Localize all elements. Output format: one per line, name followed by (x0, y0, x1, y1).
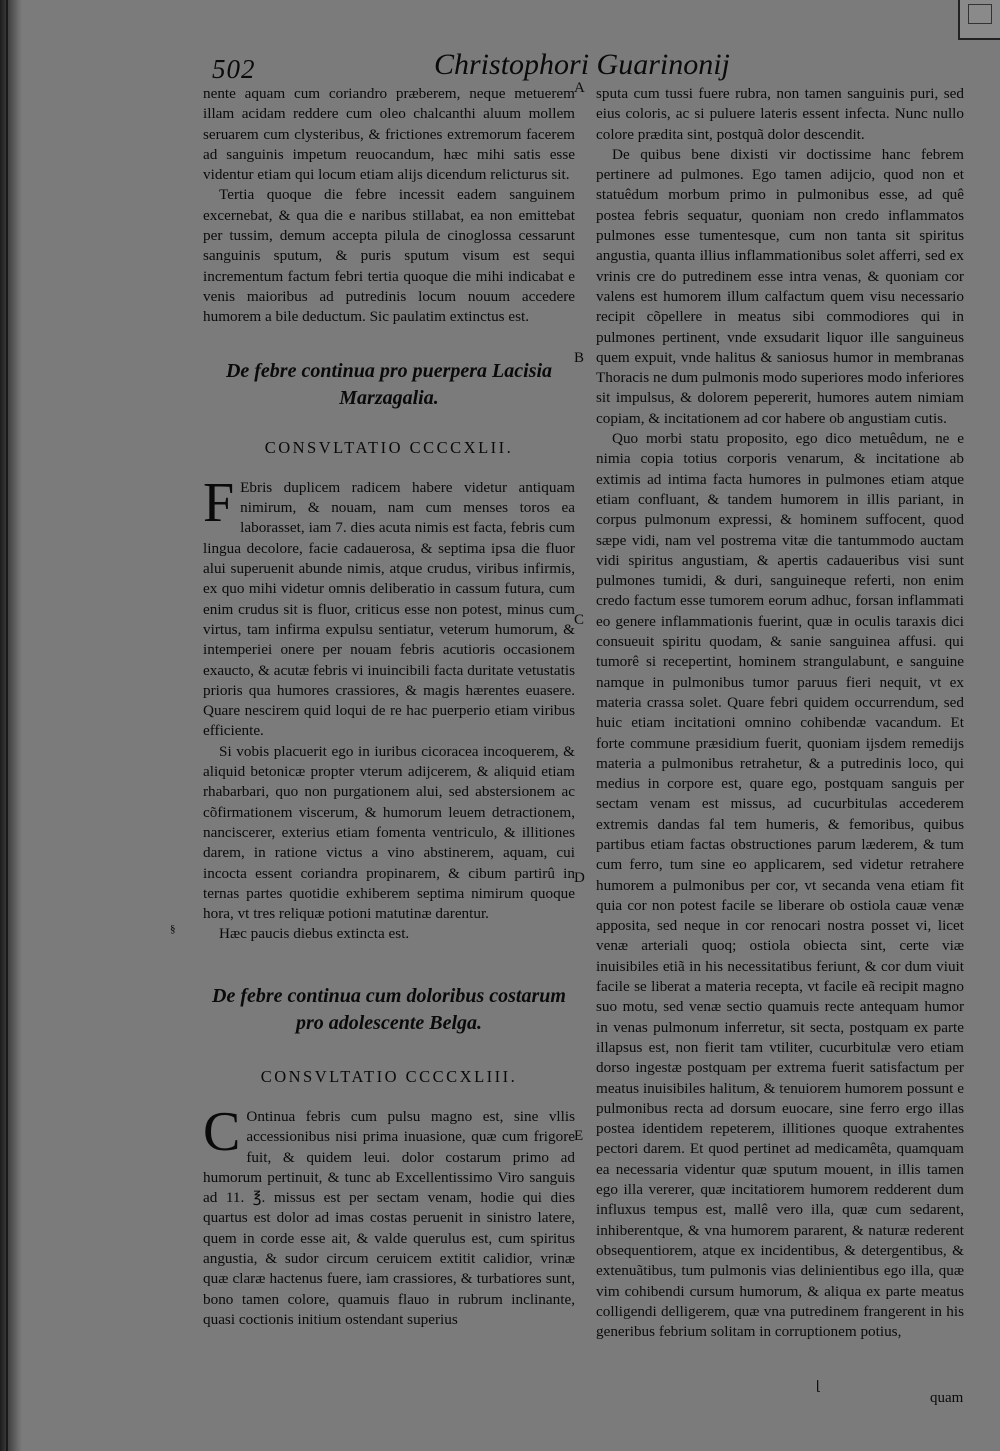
margin-tick: ⌊ (816, 1378, 822, 1393)
case-paragraph: Si vobis placuerit ego in iuribus cicoracea incoquerem, & aliquid betonicæ propter vterum adijcerem, & aliquid etiam rhabarbari, quo non purgationem alui, sed abstersionem ac cõfirmationem viscerum, & humorum leuem detractionem, nanciscerer, exterius etiam fomenta ventriculo, & illitiones darem, in ratione victus a vino abstinerem, aquam, cui incocta essent coriandra propinarem, & cibum partirû in ternas partes quotidie exhiberem septima nimirum quoque hora, vt tres reliquæ potioni matutinæ darentur. (203, 742, 575, 923)
book-binding-edge (0, 0, 22, 1451)
case-title-line: pro adolescente Belga. (295, 1011, 483, 1034)
case-paragraph: Hæc paucis diebus extincta est. (219, 925, 410, 943)
case-title-line: Marzagalia. (339, 386, 439, 409)
right-paragraph: Quo morbi statu proposito, ego dico metuêdum, ne e nimia copia totius corporis venarum, & incitatione ab extimis ad intima facta humores in pulmones etiam atque etiam confluant, & tandem humorem in illis pariant, in corpus pulmonum expressi, & hominem suffocent, quod sæpe vidi, nam vel postrema vitæ die tantummodo auctam vidi spiritus angustiam, & apertis cadaueribus visi sunt pulmones tumidi, & duri, sanguineque referti, non enim credo factum esse tumorem eorum adhuc, forsan inflammati eo genere inflammationis fuerint, quæ in oculis taraxis dici consueuit spiritu quodam, & sanie sanguinea affusi. qui tumorê si recepertint, hominem strangulabunt, e sanguine namque in pulmonibus tumor paruus fieri nequit, vt ex materia crassa solet. Quare febri quidem occurrendum, sed huic etiam incitationi omnino cohibendæ vacandum. Et forte commune præsidium fuerit, quoniam ijsdem remedijs materia a pulmonibus retrahetur, & a putredinis loco, qui medius in corpore est, quare ego, postquam sanguis per sectam venam est missus, ad cucurbitulas accederem extremis dandas fal tem humeris, & femoribus, quibus partibus etiam factas obstructiones parum læderem, & tum cum ferro, tum sine eo applicarem, sed videtur retrahere humorem a pulmonibus per cor, vt secanda vena etiam fit quia cor non potest facile se liberare ob ostiola cauæ venæ apposita, sed neque in cor renocari nostra posset vi, licet venæ arteriali quoq; ostiola obiecta sint, certe viæ inuisibiles etiã in his necessitatibus feriunt, & cor dum viuit facile se liberat a materia recepta, vt facile eã recipit magno suo motu, sed venæ sectio quamuis recte antequam humor in venas pulmonum inferretur, sit secta, postquam ex parte illapsus est, non fierit tam vtiliter, cucurbitulæ vero etiam dorso ingestæ postquam per extrema fuerit satisfactum per meatus inuisibiles halitum, & tenuiorem humorem possunt e pulmonibus recta ad dorsum euocare, sine ferro ergo illas postea identidem repeterem, illitiones quoque extrahentes pectori darem. Et quod pertinet ad medicamêta, quamquam ea necessaria videntur quæ sputum mouent, in illis tamen ego illa vererer, quæ incitatiorem humorem redderent dum influxus tempus est, mallê vero illa, quæ cum sedarent, inhiberentque, & vna humorem pararent, & naturæ rederent obsequentiorem, atque ex incidentibus, & detergentibus, & extenuãtibus, tum pulmonis vias delinientibus ego illa, quæ vim cohibendi cursum humorum, & aliqua ex parte meatus colligendi delligerem, quæ vna putredinem frangerent in his generibus febrium solitam in corruptionem potius, (596, 430, 964, 1341)
case-title-line: De febre continua pro puerpera Lacisia (225, 359, 553, 382)
case-paragraph-text: Ebris duplicem radicem habere videtur antiquam nimirum, & nouam, nam cum menses toros ea laborasset, iam 7. dies acuta nimis est facta, febris cum lingua decolore, facie cadauerosa, & septima ipsa die fluor alui superuenit abunde nimis, atque crudus, viribus infirmis, ex quo mihi videtur omnis deliberatio in cassum futura, cum enim crudus sit is fluor, criticus esse non potest, minus cum virtus, tam infirma expulsu sentiatur, veterum humorum, & intemperiei onere per nouam febris acutioris occasionem exaucto, & acutæ febris vi inuincibili facta duritate vetustatis prioris qua humores crassiores, & magis hærentes euasere. Quare nescirem quid loqui de re hac puerperio etiam viribus efficiente. (203, 478, 575, 740)
case-paragraph (203, 1100, 575, 1330)
case-section-442 (203, 358, 575, 945)
case-paragraph (203, 471, 575, 742)
catchword: quam (930, 1390, 964, 1406)
consultatio-heading: CONSVLTATIO CCCCXLIII. (260, 1066, 518, 1086)
right-paragraph: De quibus bene dixisti vir doctissime hanc febrem pertinere ad pulmones. Ego tamen adijcio, quod non et statuêdum morbum primo in pulmonibus esse, ad quê postea febris sequatur, quoniam non credo inflammatos pulmones esse tumentesque, cum non tanta sit spiritus angustia, quanta illius inflammationibus solet afferri, sed ex vrinis cre do putredinem esse intra venas, & quoniam cor valens est humorem illum calfactum quem visu necessario recipit cõpellere in meatus sibi commodiores qui in pulmones pertinent, vnde exsudarit liquor ille sanguineus quem expuit, vnde halitus & saniosus humor in membranas Thoracis ne dum pulmonis modo superiores modo inferiores sit impulsus, & dolorem pepererit, humores autem nimiam copiam, & incitationem ad cor habere ob angustiam cutis. (596, 145, 964, 427)
margin-letter: D (574, 870, 585, 886)
margin-letter: C (574, 612, 585, 628)
consultatio-heading: CONSVLTATIO CCCCXLII. (264, 437, 514, 457)
right-column (596, 84, 964, 1342)
continuation-paragraph: nente aquam cum coriandro præberem, neque metuerem illam acidam reddere cum oleo chalcanthi aluum mollem seruarem cum clysteribus, & frictiones extremorum facerem ad sanguinis impetum reuocandum, hæc mihi satis esse videntur etiam qui locum etiam alijs dicendum relicturus sit. (203, 85, 575, 184)
margin-letter: B (574, 350, 585, 366)
case-title (203, 983, 575, 1037)
left-column (203, 84, 575, 1330)
drop-cap: C (203, 1100, 241, 1163)
drop-cap: F (203, 471, 235, 534)
author-running-title: Christophori Guarinonij (434, 48, 730, 81)
case-title-line: De febre continua cum doloribus costarum (212, 984, 566, 1007)
case-title (203, 358, 575, 412)
margin-mark: § (170, 923, 176, 935)
right-paragraph: sputa cum tussi fuere rubra, non tamen sanguinis puri, sed eius coloris, ac si puluere lateris essent infecta. Nunc nullo colore prædita sint, postquã dolor descendit. (596, 85, 964, 143)
page-number: 502 (212, 54, 256, 84)
page-corner-mark (958, 0, 1000, 40)
margin-letters (574, 0, 596, 1451)
case-section-443 (203, 983, 575, 1331)
continuation-paragraph: Tertia quoque die febre incessit eadem sanguinem excernebat, & qua die e naribus stillabat, ea non emittebat per tussim, demum accepta pilula de cinoglossa cessarunt sanguinis sputum, & puris sputum visum est sequi incrementum factum febri tertia quoque die mihi indicabat e venis maioribus ad putredinis locum nouum accedere humorem a bile deductum. Sic paulatim extinctus est. (203, 186, 575, 326)
margin-letter: E (574, 1128, 584, 1144)
margin-letter: A (574, 80, 585, 96)
case-paragraph-text: Ontinua febris cum pulsu magno est, sine vllis accessionibus nisi prima inuasione, quæ cum frigore fuit, & quidem leui. dolor costarum primo ad humorum pertinuit, & tunc ab Excellentissimo Viro sanguis ad 11. ℥. missus est per sectam venam, hodie qui dies quartus est dolor ad imas costas peruenit in sinistro latere, quem in corde esse ait, & valde querulus est, cum spiritus angustia, & sudor circum ceruicem extitit calidior, vrinæ quæ claræ hactenus fuere, iam crassiores, & turbatiores sunt, bono tamen colore, quamuis flauo in rubrum inclinante, quasi coctionis initium ostendant superius (203, 1107, 575, 1328)
